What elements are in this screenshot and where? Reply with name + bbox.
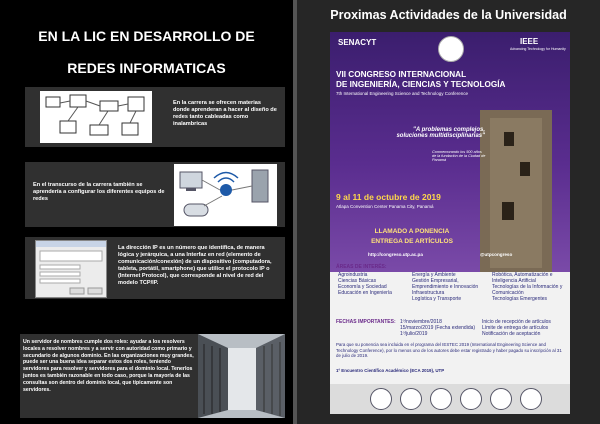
area-item: Agroindustria xyxy=(338,272,368,278)
area-item: Energía y Ambiente xyxy=(412,272,456,278)
sponsor-seal-icon xyxy=(490,388,512,410)
area-item: Economía y Sociedad xyxy=(338,284,387,290)
ieee-logo: IEEE xyxy=(520,37,539,46)
fecha-date: 1º/julio/2019 xyxy=(400,331,428,337)
congress-poster xyxy=(330,32,570,414)
poster-heading-2: DE INGENIERÍA, CIENCIAS Y TECNOLOGÍA xyxy=(336,80,506,89)
fecha-date: 15/marzo/2019 (Fecha extendida) xyxy=(400,325,476,331)
block-3-text: La dirección IP es un número que identifica, de manera lógica y jerárquica, a una Interfaz en red (elemento de comunicación/conexión) de un dispositivo (computadora, tableta, portátil, smartphone) que utilice el protocolo IP o (Internet Protocol), que corresponde al nivel de red del modelo TCP/IP. xyxy=(118,245,272,286)
tower-window xyxy=(502,202,514,220)
area-item: Gestión Empresarial, Emprendimiento e Innovación xyxy=(412,278,479,290)
senacyt-logo: SENACYT xyxy=(338,38,377,47)
area-item: Infraestructura xyxy=(412,290,445,296)
network-equipment-image xyxy=(174,164,277,226)
poster-call: LLAMADO A PONENCIA xyxy=(374,228,450,235)
left-panel xyxy=(0,0,293,424)
network-diagram-image xyxy=(40,91,152,143)
sponsor-seal-icon xyxy=(430,388,452,410)
area-item: Tecnologías de la Información y Comunicación xyxy=(492,284,563,296)
left-title-line1: EN LA LIC EN DESARROLLO DE xyxy=(38,28,255,44)
fechas-dates xyxy=(400,319,480,337)
fecha-date: 1º/noviembre/2018 xyxy=(400,319,442,325)
tower-window xyxy=(504,132,514,146)
right-title: Proximas Actividades de la Universidad xyxy=(330,8,567,22)
area-item: Educación en Ingeniería xyxy=(338,290,392,296)
area-item: Tecnologías Emergentes xyxy=(492,296,548,302)
sponsor-seal-icon xyxy=(520,388,542,410)
poster-quote: "A problemas complejos, soluciones multidisciplinarias" xyxy=(396,127,485,139)
fechas-desc xyxy=(482,319,566,337)
ieee-tagline: Advancing Technology for Humanity xyxy=(510,47,566,51)
areas-col-1 xyxy=(338,272,406,296)
left-title-line2: REDES INFORMATICAS xyxy=(67,60,226,76)
block-1-text: En la carrera se ofrecen materias donde aprenderan a hacer al diseño de redes tanto cableadas como inalambricas xyxy=(173,100,277,127)
tower-face xyxy=(490,118,542,268)
areas-col-2 xyxy=(412,272,488,302)
poster-footer-note: Para que su ponencia sea incluida en el programa del IESTEC 2019 (International Engineering Science and Technology Conference), por lo menos uno de los autores debe estar registrado y haber pagado su inscripción al 31 de julio de 2019. xyxy=(336,342,562,359)
server-room-image xyxy=(198,334,285,418)
poster-url: http://congreso.utp.ac.pa xyxy=(368,252,423,257)
poster-event-foot: 1º Encuentro Científico Académico (ECA 2019), UTP xyxy=(336,368,445,373)
area-item: Logística y Transporte xyxy=(412,296,462,302)
poster-venue: Atlapa Convention Center Panama City, Panamá xyxy=(336,204,434,209)
block-4-text: Un servidor de nombres cumple dos roles: ayudar a los resolvers locales a resolver nombres y a servir con autoridad como primario y secundario de algunos dominio. En las organizaciones muy grandes, puede ser una buena idea separar estos dos roles, teniendo servidores para resolver y servidores para el dominio local. Tenerlos juntos es también razonable en todo caso, porque la mayoría de las consultas son dentro del dominio local, que típicamente son servidores. xyxy=(23,339,194,393)
sponsor-seal-icon xyxy=(400,388,422,410)
area-item: Robótica, Automatización e Inteligencia Artificial xyxy=(492,272,553,284)
fecha-desc: Inicio de recepción de artículos xyxy=(482,319,551,325)
area-item: Ciencias Básicas xyxy=(338,278,377,284)
poster-heading-3: 7th International Engineering Science and Technology Conference xyxy=(336,91,469,96)
tower-window xyxy=(520,162,530,176)
poster-call-sub: ENTREGA DE ARTÍCULOS xyxy=(371,238,453,245)
fecha-desc: Límite de entrega de artículos xyxy=(482,325,549,331)
sponsor-seal-icon xyxy=(370,388,392,410)
areas-label: ÁREAS DE INTERÉS: xyxy=(336,264,387,270)
sponsor-seal-icon xyxy=(460,388,482,410)
areas-col-3 xyxy=(492,272,566,302)
poster-heading-1: VII CONGRESO INTERNACIONAL xyxy=(336,70,467,79)
right-panel xyxy=(297,0,600,424)
fecha-desc: Notificación de aceptación xyxy=(482,331,541,337)
poster-handle: @utpcongreso xyxy=(480,252,513,257)
poster-dates: 9 al 11 de octubre de 2019 xyxy=(336,192,441,202)
ip-settings-image xyxy=(35,240,107,298)
fechas-label: FECHAS IMPORTANTES: xyxy=(336,319,396,325)
university-seal-icon xyxy=(438,36,464,62)
block-2-text: En el transcurso de la carrera también se aprendería a configurar los diferentes equipos de redes xyxy=(33,182,165,202)
poster-commemoration: Conmemorando los 500 años de la fundación de la Ciudad de Panamá xyxy=(432,150,486,162)
